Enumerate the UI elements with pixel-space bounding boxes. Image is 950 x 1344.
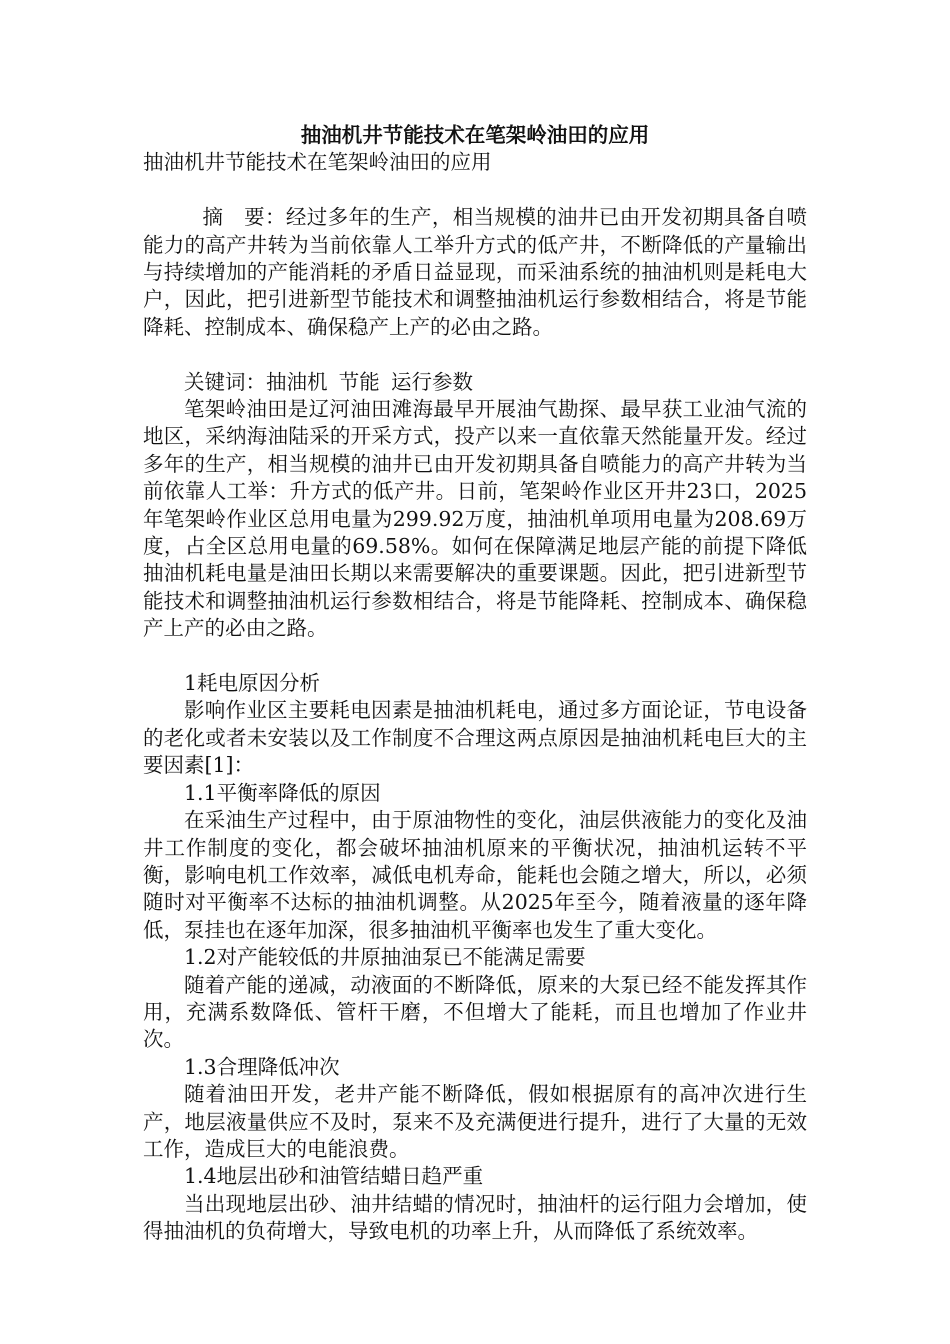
keywords-line: [143, 369, 807, 396]
keyword: 抽油机: [266, 369, 328, 394]
keywords-label: 关键词：: [184, 369, 266, 394]
subsection-heading: 1.3合理降低冲次: [184, 1054, 340, 1079]
subsection-heading: 1.2对产能较低的井原抽油泵已不能满足需要: [184, 945, 586, 970]
document-page: [143, 122, 807, 1246]
abstract-paragraph: 摘 要：经过多年的生产，相当规模的油井已由开发初期具备自喷能力的高产井转为当前依靠人工举升方式的低产井，不断降低的产量输出与持续增加的产能消耗的矛盾日益显现，而采油系统的抽油机则是耗电大户，因此，把引进新型节能技术和调整抽油机运行参数相结合，将是节能降耗、控制成本、确保稳产上产的必由之路。: [143, 205, 807, 339]
spacer: [143, 341, 807, 368]
document-title: 抽油机井节能技术在笔架岭油田的应用: [300, 123, 650, 147]
subsection-heading: 1.1平衡率降低的原因: [184, 780, 381, 805]
intro-paragraph: 笔架岭油田是辽河油田滩海最早开展油气勘探、最早获工业油气流的地区，采纳海油陆采的开采方式，投产以来一直依靠天然能量开发。经过多年的生产，相当规模的油井已由开发初期具备自喷能力的高产井转为当前依靠人工举：升方式的低产井。日前，笔架岭作业区开井23口，2025年笔架岭作业区总用电量为299.92万度，抽油机单项用电量为208.69万度，占全区总用电量的69.58%。如何在保障满足地层产能的前提下降低抽油机耗电量是油田长期以来需要解决的重要课题。因此，把引进新型节能技术和调整抽油机运行参数相结合，将是节能降耗、控制成本、确保稳产上产的必由之路。: [143, 397, 807, 641]
document-subtitle: 抽油机井节能技术在笔架岭油田的应用: [143, 150, 492, 175]
keyword: 运行参数: [391, 369, 474, 394]
subsection-paragraph: 当出现地层出砂、油井结蜡的情况时，抽油杆的运行阻力会增加，使得抽油机的负荷增大，导致电机的功率上升，从而降低了系统效率。: [143, 1191, 807, 1244]
spacer: [143, 177, 807, 204]
subsection-paragraph: 在采油生产过程中，由于原油物性的变化，油层供液能力的变化及油井工作制度的变化，都会破坏抽油机原来的平衡状况，抽油机运转不平衡，影响电机工作效率，减低电机寿命，能耗也会随之增大，所以，必须随时对平衡率不达标的抽油机调整。从2025年至今，随着液量的逐年降低，泵挂也在逐年加深，很多抽油机平衡率也发生了重大变化。: [143, 808, 807, 942]
section-paragraph: 影响作业区主要耗电因素是抽油机耗电，通过多方面论证，节电设备的老化或者未安装以及工作制度不合理这两点原因是抽油机耗电巨大的主要因素[1]：: [143, 698, 807, 778]
keyword: 节能: [338, 369, 380, 394]
subsection-paragraph: 随着油田开发，老井产能不断降低，假如根据原有的高冲次进行生产，地层液量供应不及时，泵来不及充满便进行提升，进行了大量的无效工作，造成巨大的电能浪费。: [143, 1082, 807, 1161]
spacer: [143, 643, 807, 670]
subsection-heading: 1.4地层出砂和油管结蜡日趋严重: [184, 1164, 484, 1189]
section-heading: 1耗电原因分析: [184, 671, 321, 696]
subsection-paragraph: 随着产能的递减，动液面的不断降低，原来的大泵已经不能发挥其作用，充满系数降低、管杆干磨，不但增大了能耗，而且也增加了作业井次。: [143, 972, 807, 1052]
